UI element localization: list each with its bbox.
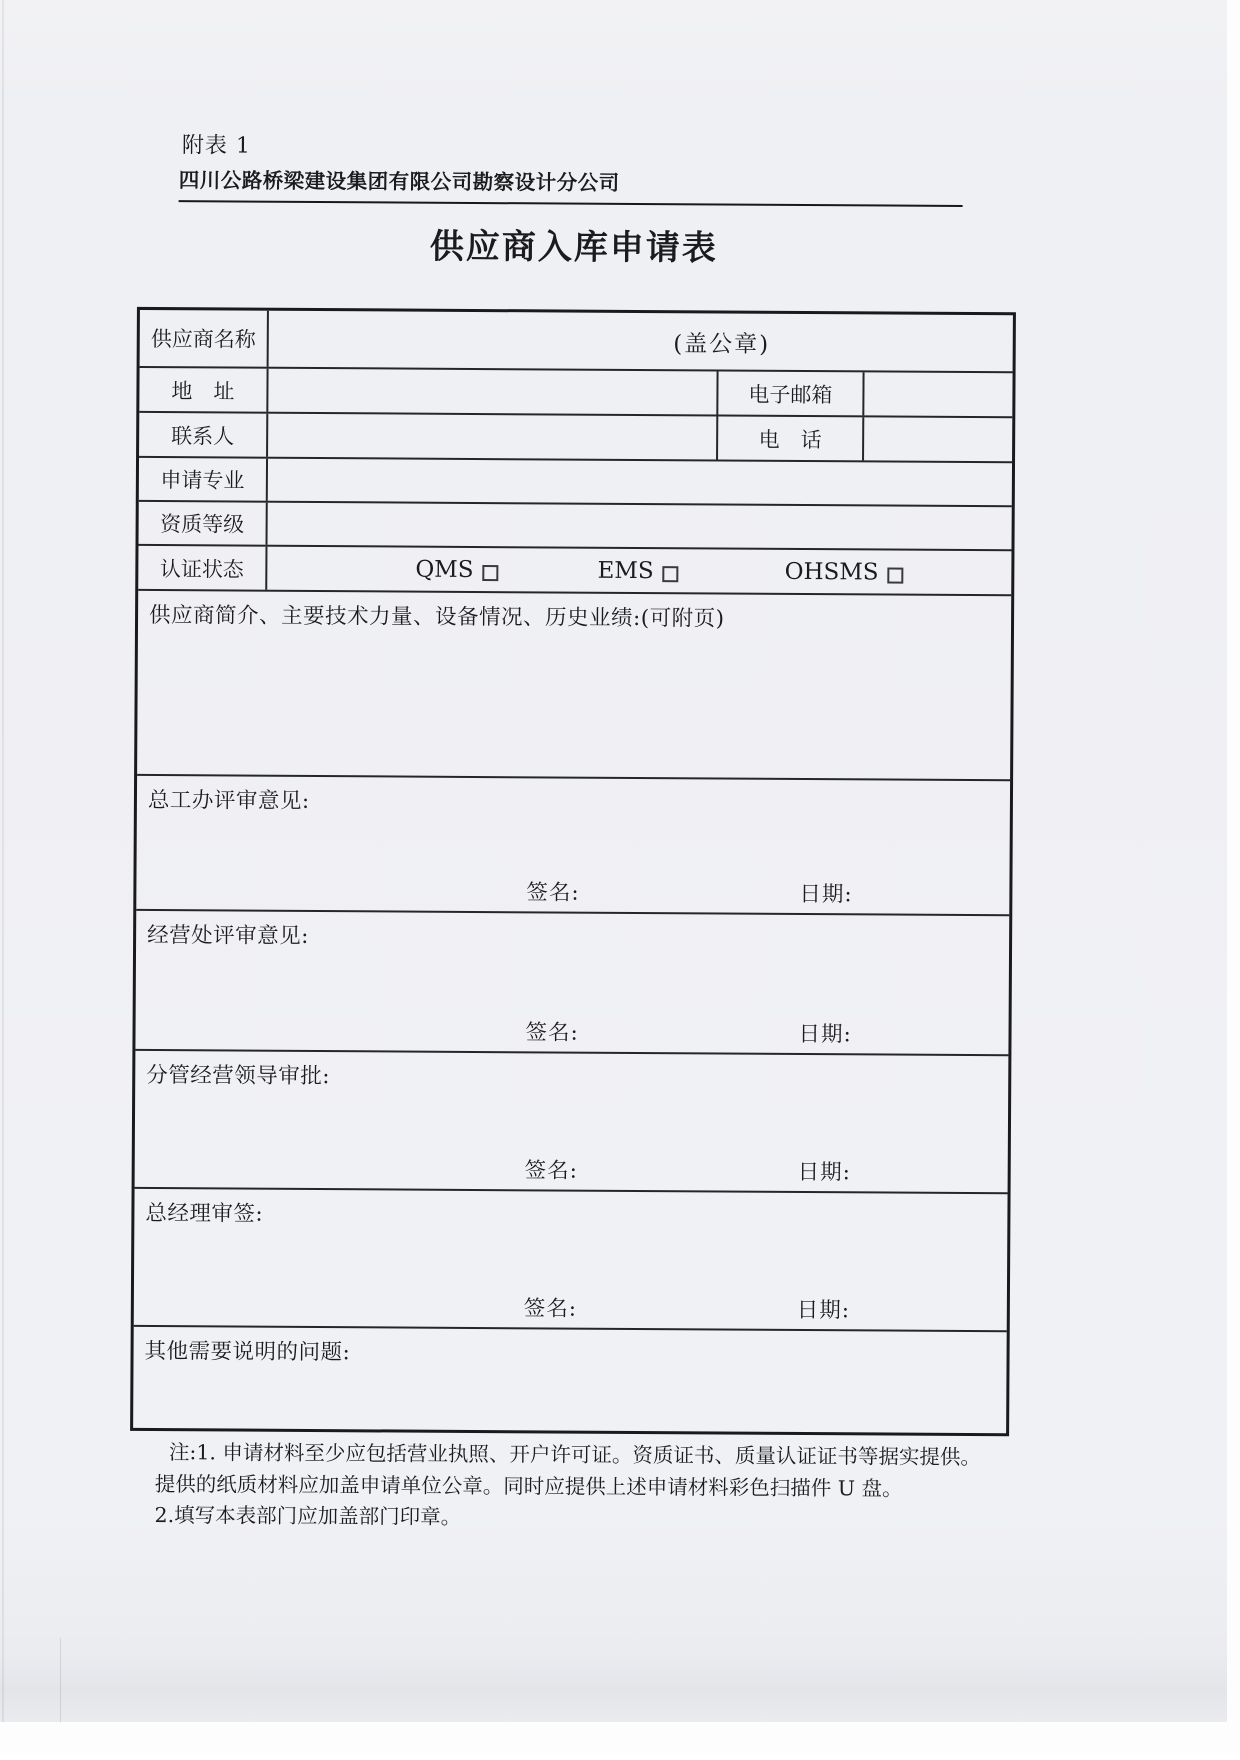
date-label: 日期: <box>796 1297 851 1324</box>
qms-checkbox-icon <box>482 565 498 581</box>
row-contact <box>139 411 1012 461</box>
contact-field <box>266 414 716 460</box>
cert-option-ems <box>597 557 678 583</box>
ems-checkbox-icon <box>663 566 679 582</box>
specialty-label: 申请专业 <box>160 468 245 493</box>
signature-label: 签名: <box>526 880 580 906</box>
row-specialty <box>139 456 1012 505</box>
seal-hint: (盖公章) <box>673 330 771 358</box>
qualification-label: 资质等级 <box>160 512 245 537</box>
date-label: 日期: <box>797 1159 852 1186</box>
ohsms-label: OHSMS <box>784 558 879 585</box>
qms-label: QMS <box>415 556 474 583</box>
ems-label: EMS <box>597 557 654 584</box>
supplier-profile-label: 供应商简介、主要技术力量、设备情况、历史业绩:(可附页) <box>148 603 725 632</box>
address-field <box>266 369 716 415</box>
supplier-name-label: 供应商名称 <box>150 327 256 352</box>
other-issues-cell <box>133 1327 1007 1433</box>
row-review-general-manager <box>134 1187 1008 1330</box>
note-line-2: 提供的纸质材料应加盖申请单位公章。同时应提供上述申请材料彩色扫描件 U 盘。 <box>154 1471 903 1501</box>
email-field <box>862 372 1012 416</box>
note-line-3: 2.填写本表部门应加盖部门印章。 <box>154 1503 462 1529</box>
address-label: 地 址 <box>171 378 235 404</box>
row-address <box>139 366 1012 416</box>
footer-notes <box>154 1437 985 1537</box>
review-label: 总经理审签: <box>145 1200 264 1227</box>
review-cell <box>136 776 1010 914</box>
email-label: 电子邮箱 <box>716 371 862 415</box>
review-cell <box>134 1189 1008 1330</box>
phone-field <box>862 417 1012 461</box>
row-review-chief-engineer <box>136 774 1010 914</box>
row-review-operations <box>135 909 1009 1054</box>
certification-label: 认证状态 <box>159 556 244 582</box>
supplier-profile-cell <box>137 591 1011 779</box>
form-title: 供应商入库申请表 <box>429 226 718 269</box>
phone-label: 电 话 <box>716 416 862 460</box>
contact-label: 联系人 <box>171 423 235 449</box>
qualification-field <box>266 503 1012 550</box>
signature-label: 签名: <box>524 1158 579 1184</box>
cert-option-qms <box>415 556 498 583</box>
row-review-leader <box>135 1049 1009 1192</box>
review-cell <box>135 1051 1009 1192</box>
row-certification <box>138 544 1011 594</box>
review-label: 总工办评审意见: <box>147 787 310 814</box>
supplier-name-field <box>267 311 1013 372</box>
row-other-issues <box>133 1325 1007 1433</box>
company-name-header: 四川公路桥梁建设集团有限公司勘察设计分公司 <box>179 163 963 207</box>
date-label: 日期: <box>798 1021 852 1048</box>
cert-option-ohsms <box>785 558 904 585</box>
signature-label: 签名: <box>525 1020 579 1046</box>
note-line-1: 注:1. 申请材料至少应包括营业执照、开户许可证。资质证书、质量认证证书等据实提供。 <box>168 1440 982 1470</box>
application-form-table <box>130 307 1016 1436</box>
date-label: 日期: <box>799 881 853 908</box>
certification-options <box>265 547 1011 595</box>
appendix-label: 附表 1 <box>181 133 252 159</box>
row-supplier-profile <box>137 589 1011 779</box>
other-issues-label: 其他需要说明的问题: <box>144 1338 351 1366</box>
specialty-field <box>266 459 1012 506</box>
ohsms-checkbox-icon <box>888 567 904 583</box>
review-label: 经营处评审意见: <box>147 922 309 949</box>
signature-label: 签名: <box>523 1296 578 1322</box>
row-supplier-name <box>140 310 1013 371</box>
review-label: 分管经营领导审批: <box>146 1062 331 1090</box>
review-cell <box>135 911 1009 1054</box>
row-qualification <box>139 500 1012 549</box>
